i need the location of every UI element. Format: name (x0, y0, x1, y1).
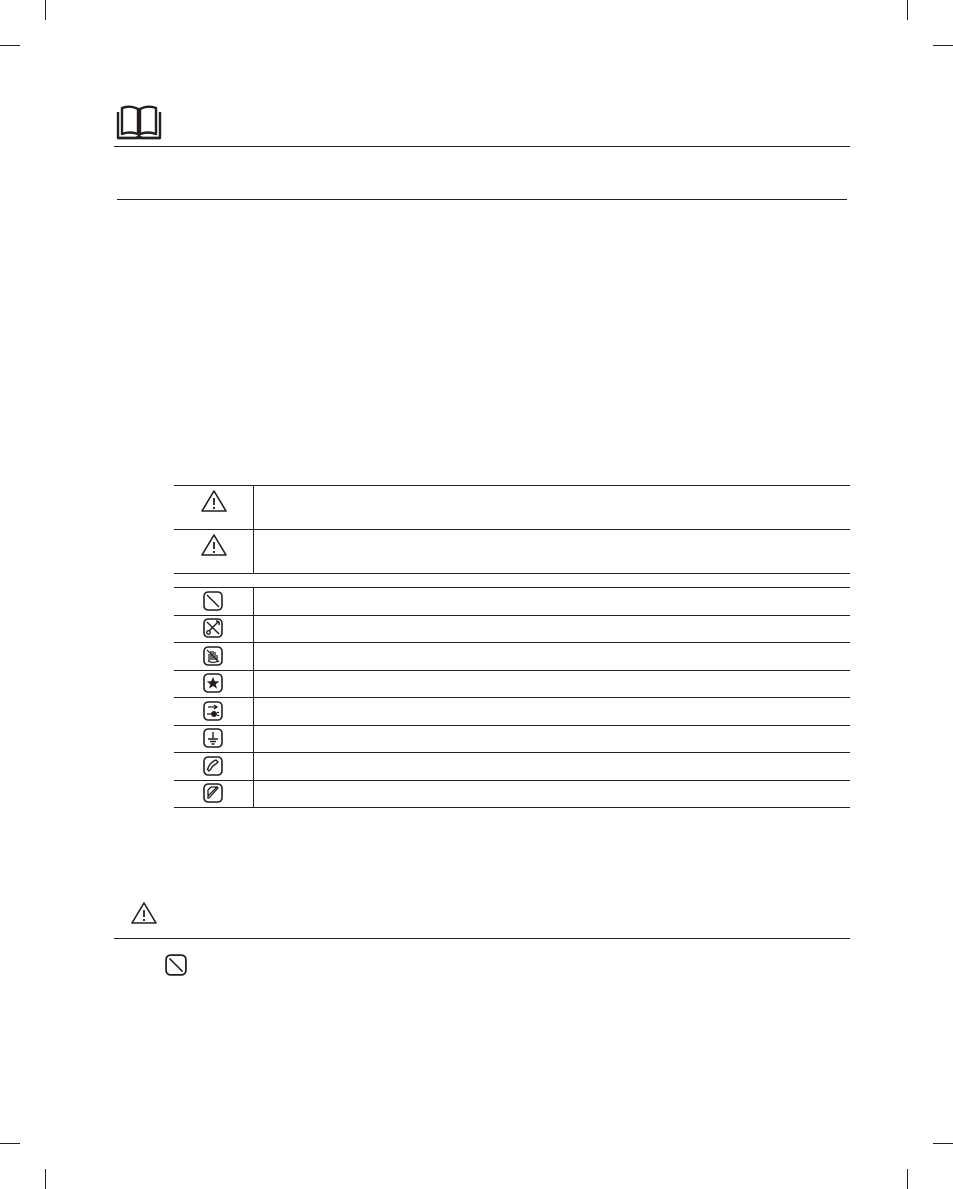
warning-rule (114, 938, 850, 939)
prohibited-icon (203, 591, 223, 611)
warning-triangle-icon (130, 901, 158, 925)
prohibited-icon (165, 954, 187, 976)
important-star-icon (203, 673, 223, 693)
warning-triangle-icon (200, 533, 228, 557)
section-rule (117, 199, 847, 200)
contact-service-icon (203, 756, 223, 776)
do-not-touch-icon (203, 646, 223, 666)
ground-icon (203, 728, 223, 748)
symbol-table (174, 485, 850, 808)
warning-triangle-icon (200, 489, 228, 513)
do-not-disassemble-icon (203, 618, 223, 638)
header-rule (114, 146, 850, 147)
book-icon (116, 104, 162, 140)
unplug-icon (203, 701, 223, 721)
note-icon (203, 783, 223, 803)
